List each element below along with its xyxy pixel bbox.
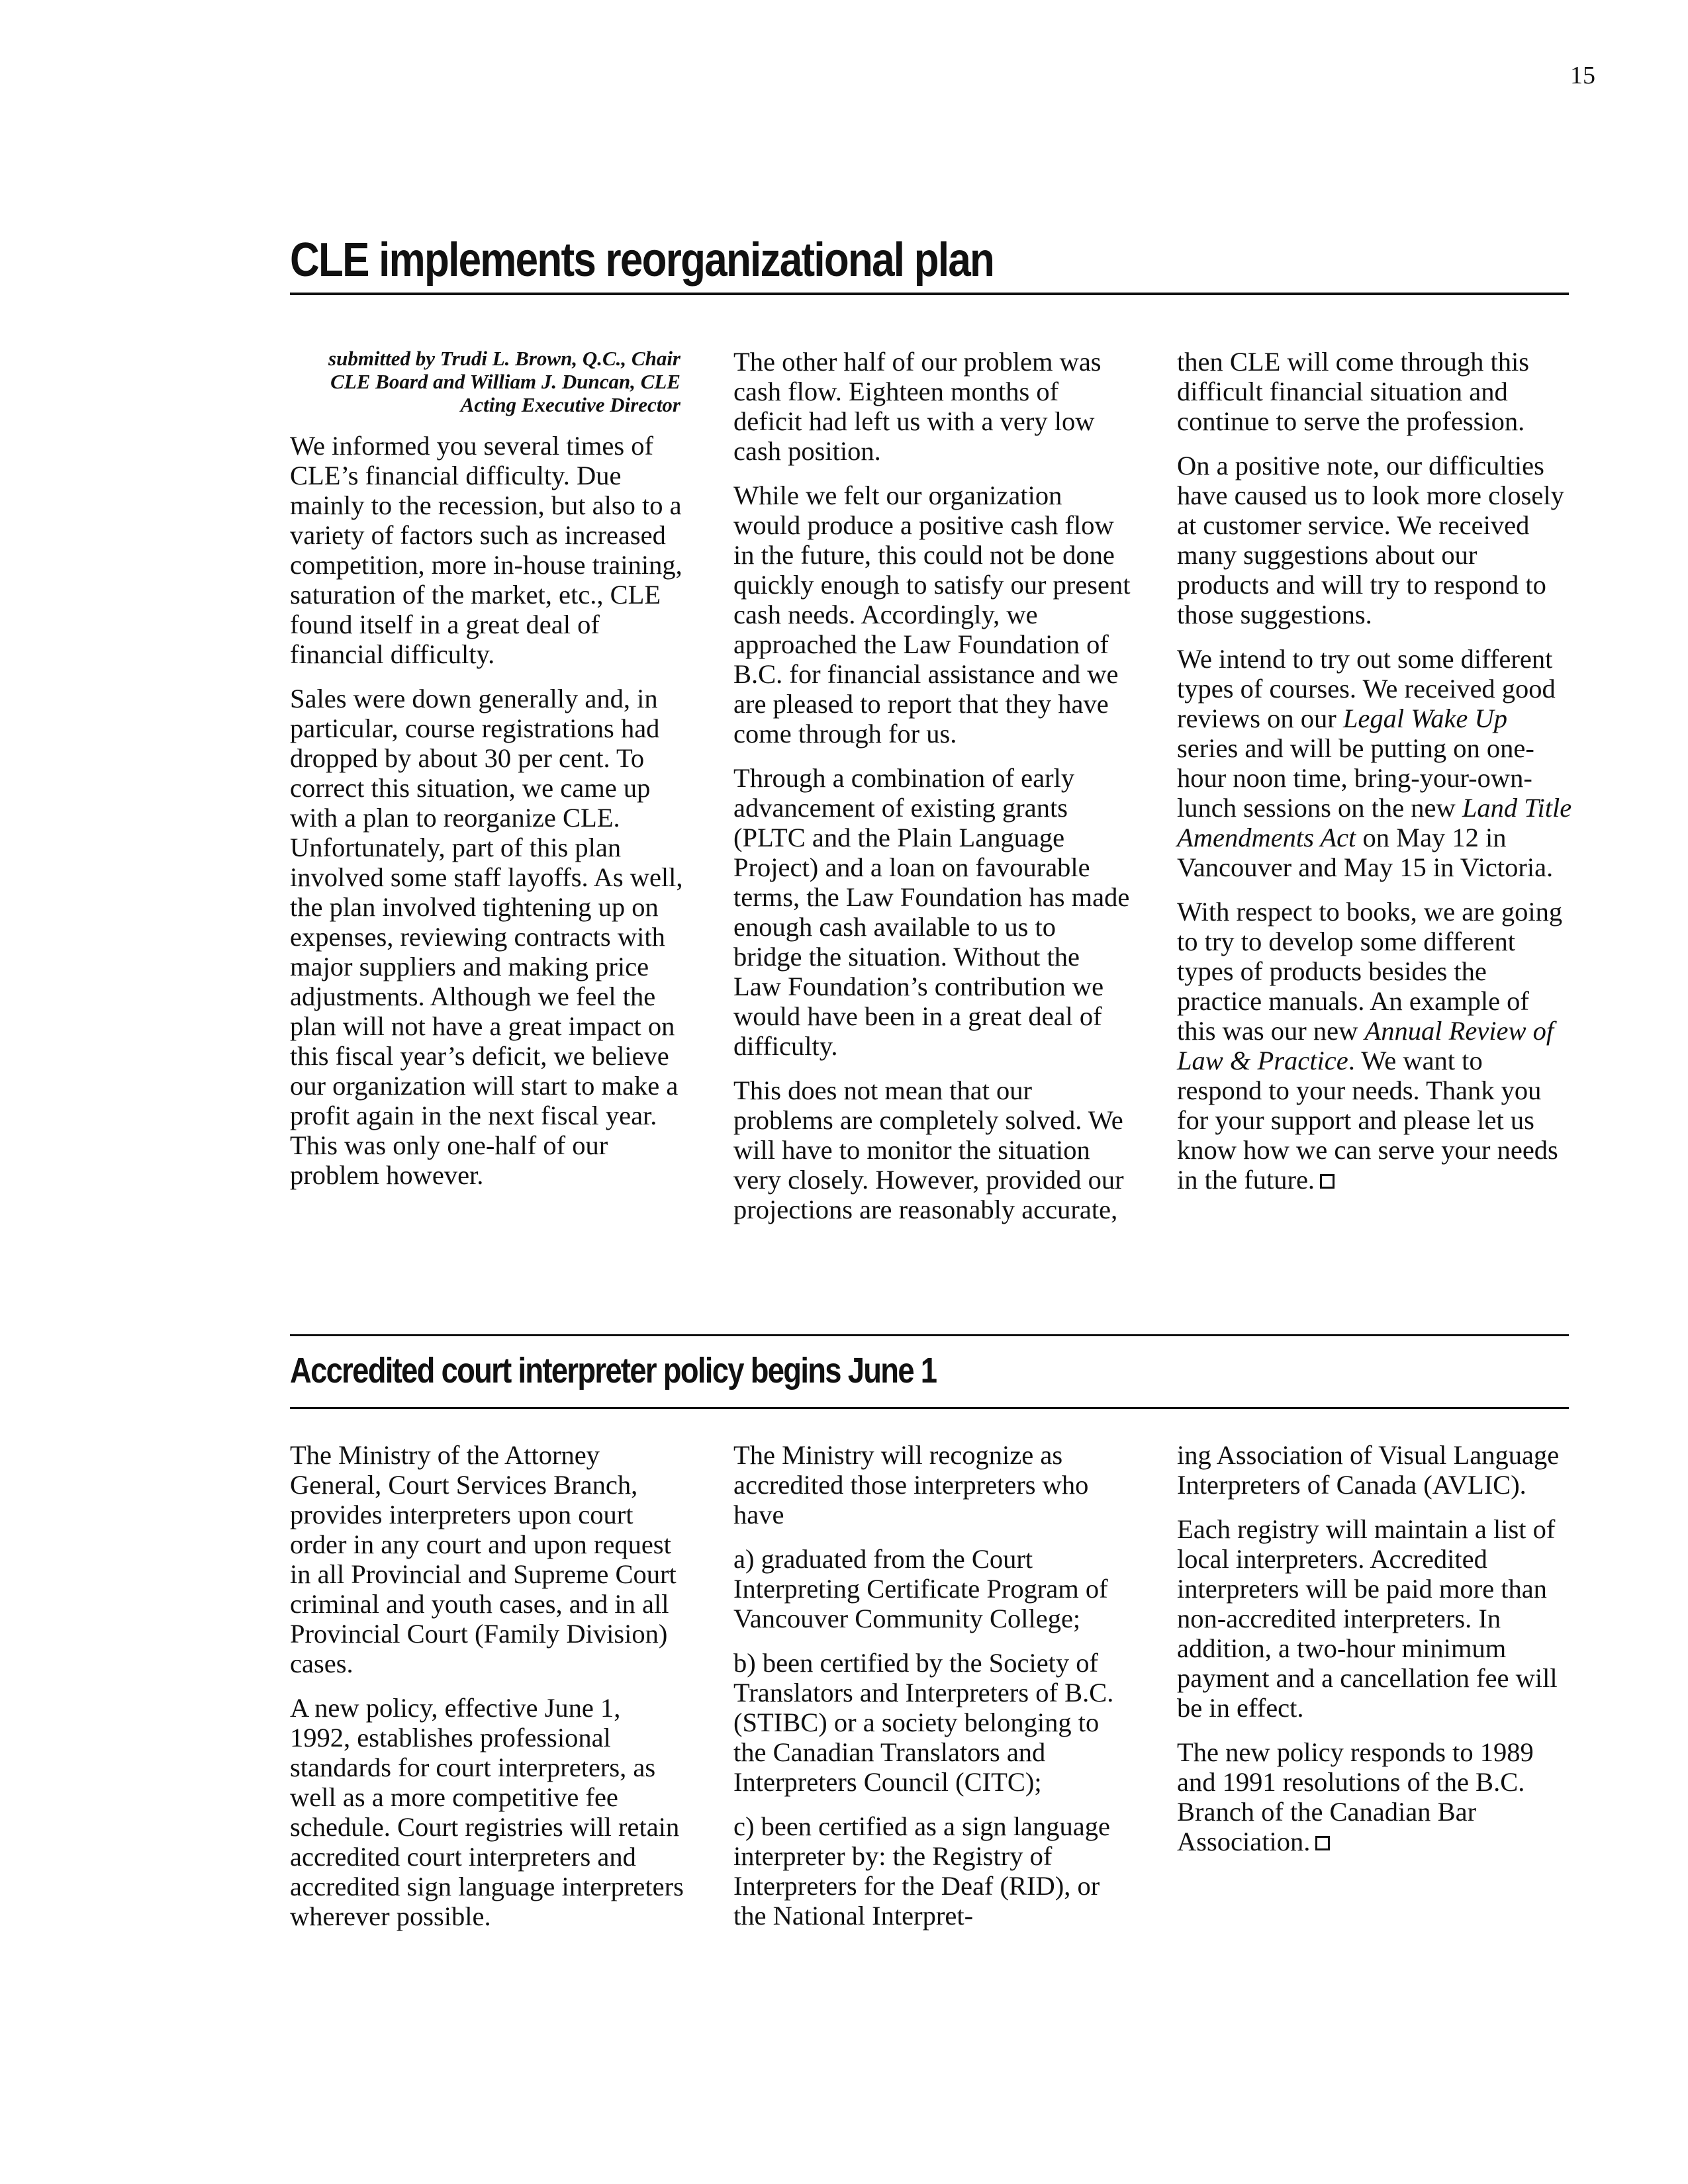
end-mark-icon	[1320, 1174, 1335, 1189]
article-2-paragraph-9	[1177, 1737, 1574, 1856]
article-2-column-2	[733, 1440, 1131, 2102]
publication-title: Annual Review of Law & Practice	[1177, 1016, 1554, 1075]
article-2-title: Accredited court interpreter policy begins June 1	[290, 1351, 937, 1390]
article-1-paragraph-4: While we felt our organization would produce a positive cash flow in the future, this could not be done quickly enough to satisfy our present cash needs. Accordingly, we approached the Law Foundation of B.C. for financial assistance and we are pleased to report that they have come through for us.	[733, 480, 1131, 749]
article-1-paragraph-8: On a positive note, our difficulties have caused us to look more closely at customer service. We received many suggestions about our products and will try to respond to those suggestions.	[1177, 451, 1564, 629]
text-run: With respect to books, we are going to try to develop some different types of products besides the practice manuals. An example of this was our new	[1177, 897, 1563, 1046]
text-run: series and will be putting on one-hour noon time, bring-your-own-lunch sessions on the new	[1177, 733, 1534, 823]
title-rule	[290, 293, 1569, 295]
end-mark-icon	[1315, 1836, 1330, 1850]
article-2-paragraph-1: The Ministry of the Attorney General, Court Services Branch, provides interpreters upon court order in any court and upon request in all Provincial and Supreme Court criminal and youth cases, and in all Provincial Court (Family Division) cases.	[290, 1440, 677, 1678]
article-2-column-1	[290, 1440, 687, 2102]
article-1-paragraph-3: The other half of our problem was cash flow. Eighteen months of deficit had left us with a very low cash position.	[733, 347, 1102, 466]
article-2-paragraph-8: Each registry will maintain a list of local interpreters. Accredited interpreters will be paid more than non-accredited interpreters. In addition, a two-hour minimum payment and a cancellation fee will be in effect.	[1177, 1514, 1558, 1723]
article-2-paragraph-5: b) been certified by the Society of Translators and Interpreters of B.C. (STIBC) or a society belonging to the Canadian Translators and Interpreters Council (CITC);	[733, 1648, 1114, 1797]
article-1-title: CLE implements reorganizational plan	[290, 234, 994, 287]
article-1-column-1	[290, 347, 687, 1326]
article-1-column-3	[1177, 347, 1574, 1326]
series-title: Legal Wake Up	[1342, 704, 1508, 733]
article-2-paragraph-6: c) been certified as a sign language interpreter by: the Registry of Interpreters for the Deaf (RID), or the National Interpret-	[733, 1811, 1110, 1931]
article-1-paragraph-6: This does not mean that our problems are completely solved. We will have to monitor the situation very closely. However, provided our projections are reasonably accurate,	[733, 1075, 1124, 1224]
article-1-paragraph-7: then CLE will come through this difficult financial situation and continue to serve the profession.	[1177, 347, 1530, 436]
article-1-paragraph-2: Sales were down generally and, in particular, course registrations had dropped by about 30 per cent. To correct this situation, we came up with a plan to reorganize CLE. Unfortunately, part of this plan involved some staff layoffs. As well, the plan involved tightening up on expenses, reviewing contracts with major suppliers and making price adjustments. Although we feel the plan will not have a great impact on this fiscal year’s deficit, we believe our organization will start to make a profit again in the next fiscal year. This was only one-half of our problem however.	[290, 684, 683, 1190]
text-run: We intend to try out some different types of courses. We received good reviews on our	[1177, 644, 1556, 733]
text-run: . We want to respond to your needs. Thank you for your support and please let us know how we can serve your needs in the future.	[1177, 1046, 1558, 1195]
section-rule-top	[290, 1334, 1569, 1336]
article-1-paragraph-9	[1177, 644, 1574, 882]
article-2-paragraph-7: ing Association of Visual Language Interpreters of Canada (AVLIC).	[1177, 1440, 1560, 1500]
article-2-column-3	[1177, 1440, 1574, 2102]
page-number: 15	[1570, 62, 1595, 89]
act-title: Land Title Amendments Act	[1177, 793, 1572, 852]
article-1-paragraph-5: Through a combination of early advancement of existing grants (PLTC and the Plain Language Project) and a loan on favourable terms, the Law Foundation has made enough cash available to us to bridge the situation. Without the Law Foundation’s contribution we would have been in a great deal of difficulty.	[733, 763, 1130, 1061]
text-run: on May 12 in Vancouver and May 15 in Victoria.	[1177, 823, 1554, 882]
article-2-paragraph-4: a) graduated from the Court Interpreting Certificate Program of Vancouver Community College;	[733, 1544, 1108, 1633]
section-rule-bottom	[290, 1407, 1569, 1409]
article-2-paragraph-3: The Ministry will recognize as accredited those interpreters who have	[733, 1440, 1089, 1529]
article-1-paragraph-10	[1177, 897, 1574, 1195]
article-1-column-2	[733, 347, 1131, 1326]
article-2-paragraph-2: A new policy, effective June 1, 1992, establishes professional standards for court interpreters, as well as a more competitive fee schedule. Court registries will retain accredited court interpreters and accredited sign language interpreters wherever possible.	[290, 1693, 684, 1931]
byline: submitted by Trudi L. Brown, Q.C., Chair CLE Board and William J. Duncan, CLE Acting Executive Director	[328, 347, 680, 416]
text-run: The new policy responds to 1989 and 1991 resolutions of the B.C. Branch of the Canadian Bar Association.	[1177, 1737, 1534, 1856]
article-1-paragraph-1: We informed you several times of CLE’s financial difficulty. Due mainly to the recession, but also to a variety of factors such as increased competition, more in-house training, saturation of the market, etc., CLE found itself in a great deal of financial difficulty.	[290, 431, 682, 669]
